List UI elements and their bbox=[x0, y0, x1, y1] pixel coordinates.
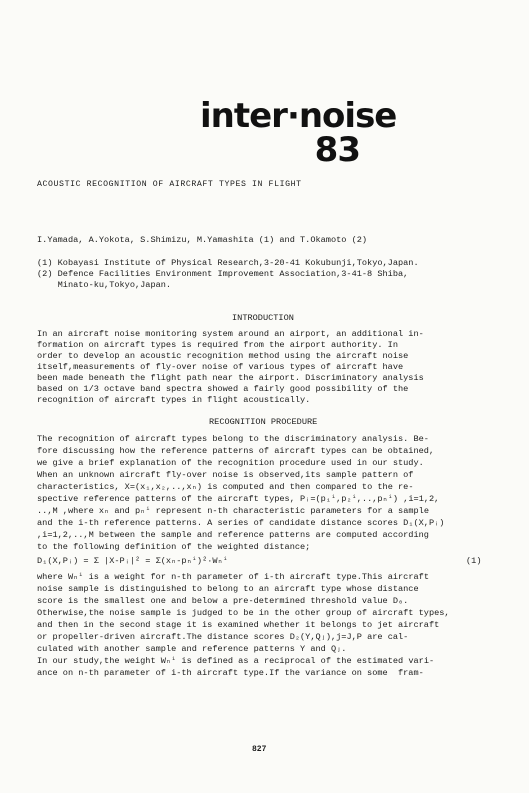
page-number: 827 bbox=[252, 745, 267, 754]
procedure-line: we give a brief explanation of the recognition procedure used in our study. bbox=[37, 458, 424, 468]
intro-line: based on 1/3 octave band spectra showed a fairly good possibility of the bbox=[37, 384, 409, 394]
procedure-line: spective reference patterns of the aircraft types, Pᵢ=(p₁ⁱ,p₂ⁱ,..,pₙⁱ) ,i=1,2, bbox=[37, 494, 440, 504]
procedure-line: where Wₙⁱ is a weight for n-th parameter of i-th aircraft type.This aircraft bbox=[37, 572, 429, 582]
procedure-line: The recognition of aircraft types belong to the discriminatory analysis. Be- bbox=[37, 434, 429, 444]
procedure-line: ..,M ,where xₙ and pₙⁱ represent n-th characteristic parameters for a sample bbox=[37, 506, 429, 516]
section-heading-introduction: INTRODUCTION bbox=[232, 313, 294, 323]
equation-line: D₁(X,Pᵢ) = Σ |X-Pᵢ|² = Σ(xₙ-pₙⁱ)²·Wₙⁱ bbox=[37, 556, 228, 566]
procedure-line: fore discussing how the reference patterns of aircraft types can be obtained, bbox=[37, 446, 435, 456]
affiliation-1: (1) Kobayasi Institute of Physical Research,3-20-41 Kokubunji,Tokyo,Japan. bbox=[37, 258, 419, 268]
author-list: I.Yamada, A.Yokota, S.Shimizu, M.Yamashita (1) and T.Okamoto (2) bbox=[37, 235, 368, 245]
procedure-line: Otherwise,the noise sample is judged to be in the other group of aircraft types, bbox=[37, 608, 450, 618]
affiliation-3: Minato-ku,Tokyo,Japan. bbox=[37, 280, 172, 290]
procedure-line: and the i-th reference patterns. A series of candidate distance scores D₁(X,Pᵢ) bbox=[37, 518, 445, 528]
section-heading-procedure: RECOGNITION PROCEDURE bbox=[209, 417, 318, 427]
intro-line: formation on aircraft types is required from the airport authority. In bbox=[37, 340, 398, 350]
procedure-line: score is the smallest one and below a pre-determined threshold value D₀. bbox=[37, 596, 409, 606]
procedure-line: to the following definition of the weighted distance; bbox=[37, 542, 311, 552]
equation-number: (1) bbox=[466, 556, 482, 566]
procedure-line: characteristics, X=(x₁,x₂,..,xₙ) is computed and then compared to the re- bbox=[37, 482, 414, 492]
procedure-line: or propeller-driven aircraft.The distance scores D₂(Y,Qⱼ),j=J,P are cal- bbox=[37, 632, 409, 642]
procedure-line: When an unknown aircraft fly-over noise is observed,its sample pattern of bbox=[37, 470, 414, 480]
affiliation-2: (2) Defence Facilities Environment Improvement Association,3-41-8 Shiba, bbox=[37, 269, 409, 279]
procedure-line: and then in the second stage it is examined whether it belongs to jet aircraft bbox=[37, 620, 440, 630]
procedure-line: noise sample is distinguished to belong to an aircraft type whose distance bbox=[37, 584, 419, 594]
procedure-line: ,i=1,2,..,M between the sample and reference patterns are computed according bbox=[37, 530, 429, 540]
intro-line: order to develop an acoustic recognition method using the aircraft noise bbox=[37, 351, 409, 361]
intro-line: In an aircraft noise monitoring system around an airport, an additional in- bbox=[37, 329, 424, 339]
conference-logo bbox=[200, 96, 397, 176]
logo-wordmark: inter·noise bbox=[200, 96, 397, 136]
procedure-line: culated with another sample and reference patterns Y and Qⱼ. bbox=[37, 644, 347, 654]
intro-line: itself,measurements of fly-over noise of various types of aircraft have bbox=[37, 362, 404, 372]
intro-line: recognition of aircraft types in flight acoustically. bbox=[37, 395, 311, 405]
paper-title: ACOUSTIC RECOGNITION OF AIRCRAFT TYPES IN FLIGHT bbox=[37, 180, 302, 189]
intro-line: been made beneath the flight path near the airport. Discriminatory analysis bbox=[37, 373, 424, 383]
procedure-line: In our study,the weight Wₙⁱ is defined as a reciprocal of the estimated vari- bbox=[37, 656, 435, 666]
procedure-line: ance on n-th parameter of i-th aircraft type.If the variance on some fram- bbox=[37, 668, 424, 678]
logo-year: 83 bbox=[314, 130, 360, 170]
